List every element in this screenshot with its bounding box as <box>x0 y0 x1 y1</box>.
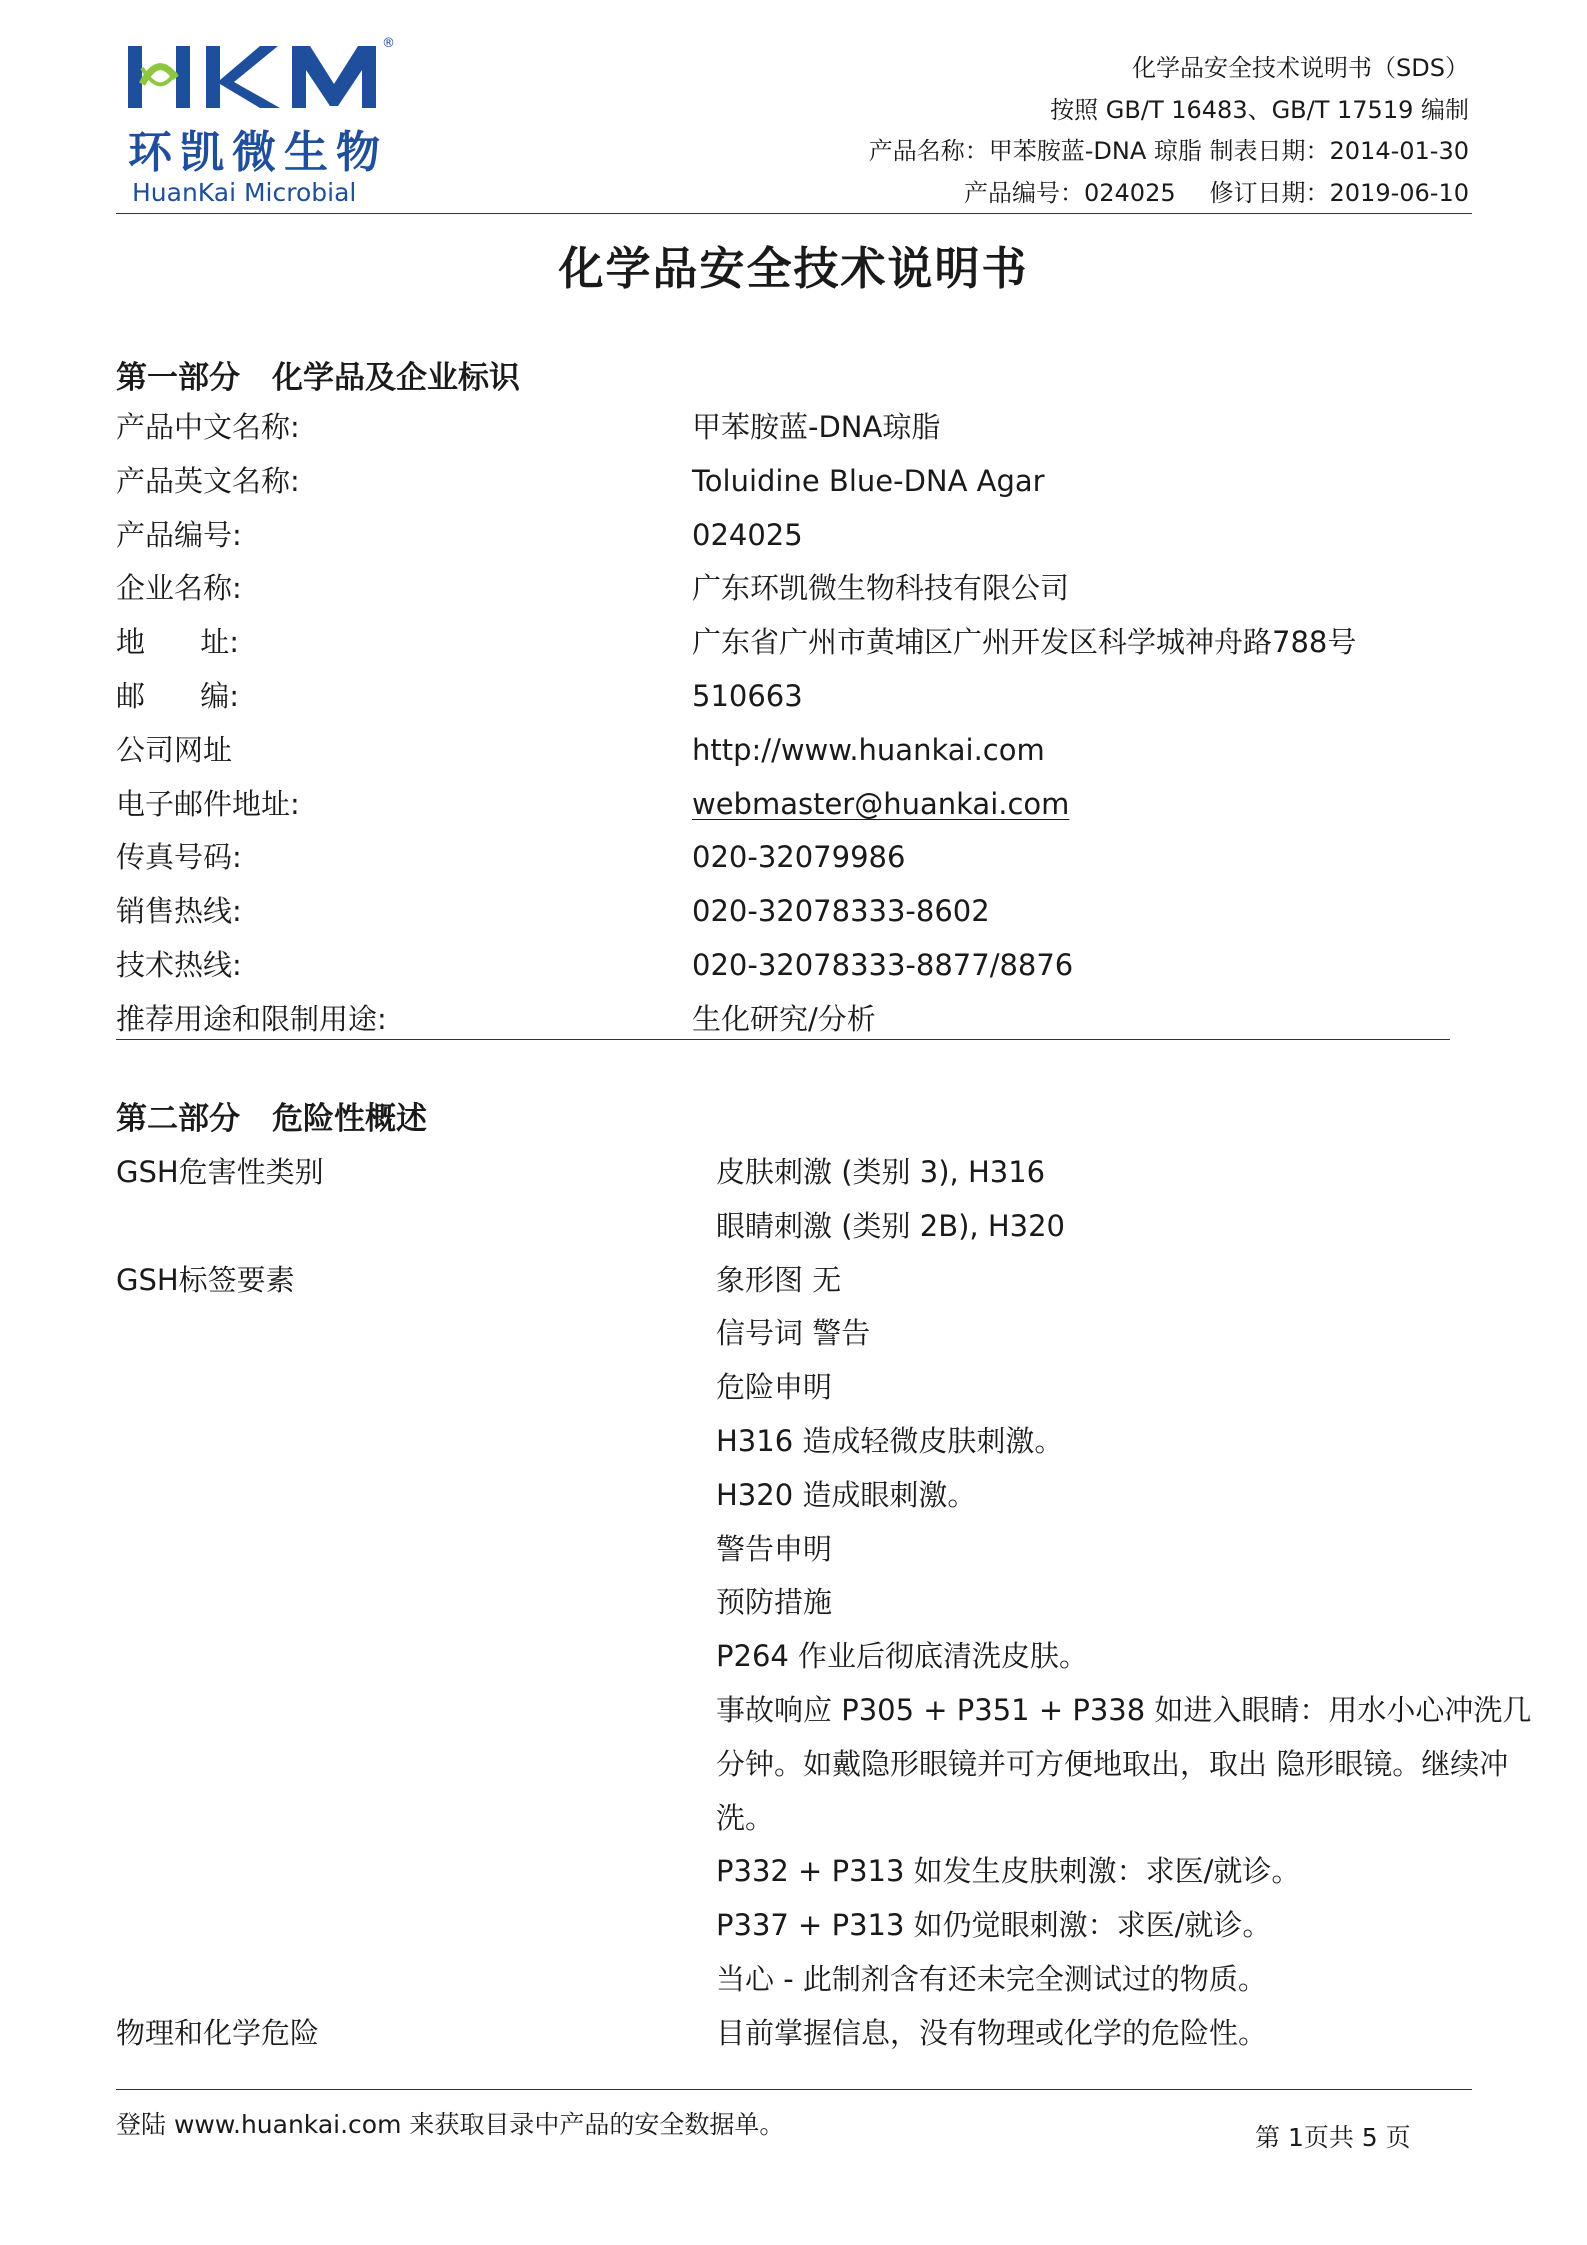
hazard-row <box>116 1469 1516 1523</box>
section2-name: 危险性概述 <box>272 1101 427 1137</box>
hazard-label: 物理和化学危险 <box>116 2015 320 2050</box>
info-label: 产品英文名称: <box>116 463 300 498</box>
logo-name-en: HuanKai Microbial <box>132 178 357 207</box>
info-row <box>116 724 1456 778</box>
section2-title <box>116 1093 427 1138</box>
section1-name: 化学品及企业标识 <box>272 360 520 396</box>
section2-table <box>116 1146 1532 2061</box>
hazard-row <box>116 1361 1516 1415</box>
info-value: 020-32078333-8877/8876 <box>692 947 1074 982</box>
hazard-row <box>116 1792 1516 1846</box>
info-row <box>116 885 1456 939</box>
info-row <box>116 939 1456 993</box>
document-header-info <box>769 48 1469 214</box>
info-row <box>116 670 1456 724</box>
hazard-row <box>116 1523 1516 1577</box>
hazard-value: P337 + P313 如仍觉眼刺激：求医/就诊。 <box>716 1908 1272 1943</box>
header-doc-type: 化学品安全技术说明书（SDS） <box>1132 54 1469 82</box>
hazard-row <box>116 1845 1516 1899</box>
section2-number: 第二部分 <box>116 1101 240 1137</box>
info-label: 邮 编: <box>116 678 240 713</box>
hazard-row <box>116 1307 1516 1361</box>
hazard-value: 信号词 警告 <box>716 1316 871 1351</box>
info-row <box>116 401 1456 455</box>
info-value: 甲苯胺蓝-DNA琼脂 <box>692 410 941 444</box>
info-label: 产品编号: <box>116 517 242 552</box>
hazard-row <box>116 1684 1532 1738</box>
hazard-value: 象形图 无 <box>716 1262 842 1297</box>
section1-table <box>116 401 1456 1047</box>
info-value: Toluidine Blue-DNA Agar <box>692 463 1045 498</box>
info-value: 024025 <box>692 517 803 552</box>
info-value: 020-32079986 <box>692 840 906 875</box>
footer-note: 登陆 www.huankai.com 来获取目录中产品的安全数据单。 <box>116 2110 785 2139</box>
info-row <box>116 778 1456 832</box>
hazard-row <box>116 1254 1516 1308</box>
info-label: 电子邮件地址: <box>116 786 300 821</box>
hazard-label: GSH标签要素 <box>116 1262 295 1297</box>
info-label: 销售热线: <box>116 894 242 929</box>
info-row <box>116 509 1456 563</box>
hazard-value: 当心 - 此制剂含有还未完全测试过的物质。 <box>716 1961 1267 1996</box>
header-standard: 按照 GB/T 16483、GB/T 17519 编制 <box>1050 95 1469 124</box>
info-value: 广东省广州市黄埔区广州开发区科学城神舟路788号 <box>692 625 1357 660</box>
hazard-row <box>116 1738 1516 1792</box>
section1-title <box>116 352 520 397</box>
info-row <box>116 831 1456 885</box>
website-link[interactable]: http://www.huankai.com <box>692 732 1045 767</box>
company-logo <box>120 36 410 207</box>
hazard-value: 洗。 <box>716 1800 775 1835</box>
hazard-label: GSH危害性类别 <box>116 1155 324 1189</box>
hazard-row <box>116 1899 1516 1953</box>
email-link[interactable]: webmaster@huankai.com <box>692 786 1070 821</box>
info-label: 产品中文名称: <box>116 410 300 444</box>
header-divider <box>116 213 1472 214</box>
hazard-value: 事故响应 P305 + P351 + P338 如进入眼睛：用水小心冲洗几 <box>716 1692 1532 1727</box>
hazard-value: P264 作业后彻底清洗皮肤。 <box>716 1639 1089 1674</box>
header-product-code: 产品编号：024025 <box>964 178 1176 207</box>
hazard-row <box>116 1200 1516 1254</box>
info-value: 广东环凯微生物科技有限公司 <box>692 571 1070 606</box>
hazard-value: 危险申明 <box>716 1370 833 1405</box>
info-value: 020-32078333-8602 <box>692 894 990 929</box>
document-title: 化学品安全技术说明书 <box>558 242 1029 295</box>
header-product-date: 产品名称：甲苯胺蓝-DNA 琼脂 制表日期：2014-01-30 <box>868 137 1469 165</box>
info-label: 技术热线: <box>116 947 242 982</box>
hazard-row <box>116 1415 1516 1469</box>
hazard-value: 目前掌握信息，没有物理或化学的危险性。 <box>716 2015 1268 2050</box>
header-code-revision <box>769 173 1469 215</box>
info-row <box>116 562 1456 616</box>
hazard-row <box>116 1630 1516 1684</box>
info-label: 公司网址 <box>116 732 233 767</box>
hazard-row <box>116 1953 1516 2007</box>
hazard-value: P332 + P313 如发生皮肤刺激：求医/就诊。 <box>716 1854 1301 1889</box>
info-label: 企业名称: <box>116 571 242 606</box>
hazard-value: H320 造成眼刺激。 <box>716 1477 977 1512</box>
hazard-row <box>116 1576 1516 1630</box>
header-revision-date: 修订日期：2019-06-10 <box>1209 178 1469 207</box>
hazard-value: 分钟。如戴隐形眼镜并可方便地取出，取出 隐形眼镜。继续冲 <box>716 1746 1509 1781</box>
section1-number: 第一部分 <box>116 360 240 396</box>
hazard-value: 眼睛刺激 (类别 2B), H320 <box>716 1208 1066 1243</box>
registered-mark: ® <box>382 36 395 51</box>
info-label: 推荐用途和限制用途: <box>116 1001 387 1036</box>
info-row <box>116 455 1456 509</box>
logo-name-cn: 环凯微生物 <box>128 127 388 178</box>
hazard-value: 警告申明 <box>716 1531 833 1566</box>
footer-divider <box>116 2089 1472 2090</box>
hazard-value: 皮肤刺激 (类别 3), H316 <box>716 1155 1046 1189</box>
hazard-value: H316 造成轻微皮肤刺激。 <box>716 1423 1064 1458</box>
page-number: 第 1页共 5 页 <box>1255 2123 1411 2152</box>
hazard-value: 预防措施 <box>716 1585 833 1620</box>
info-row <box>116 616 1456 670</box>
hazard-row <box>116 2007 1516 2061</box>
info-value: 510663 <box>692 678 803 713</box>
info-value: 生化研究/分析 <box>692 1001 876 1036</box>
hazard-row <box>116 1146 1516 1200</box>
info-label: 传真号码: <box>116 840 242 875</box>
info-label: 地 址: <box>116 625 240 660</box>
section1-divider <box>116 1039 1450 1040</box>
